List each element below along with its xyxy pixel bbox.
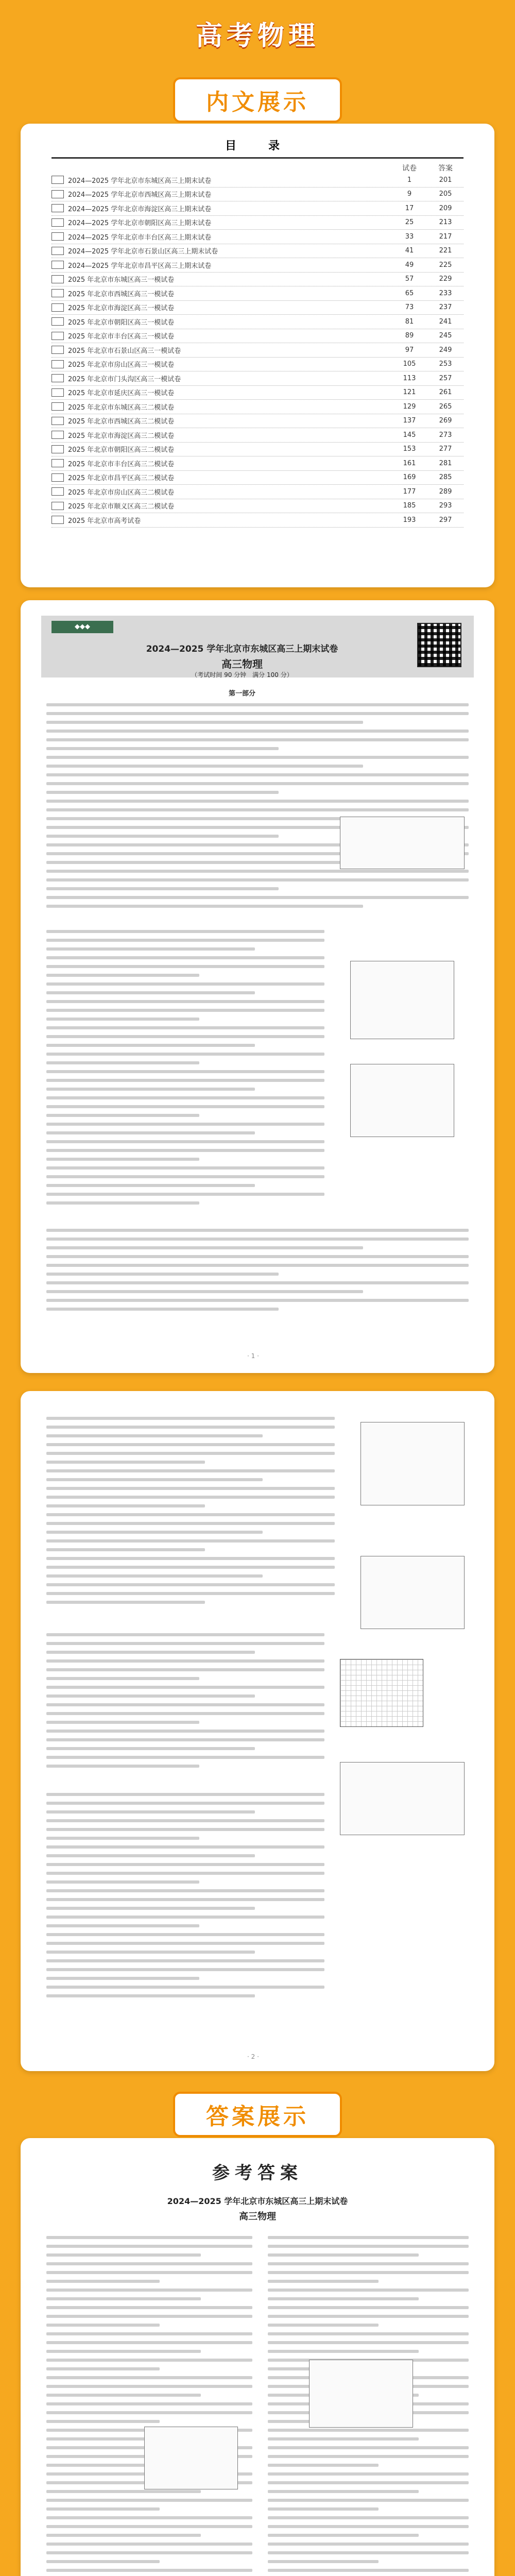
toc-row-answer-page: 277 (439, 445, 452, 453)
toc-row-answer-page: 257 (439, 374, 452, 382)
qr-code (417, 623, 461, 667)
toc-row-marker (52, 402, 64, 411)
toc-row-marker (52, 218, 64, 227)
toc-row-marker (52, 289, 64, 297)
toc-row-title: 2025 年北京市房山区高三一模试卷 (68, 361, 175, 369)
toc-row-paper-page: 145 (403, 431, 416, 439)
toc-row-title: 2025 年北京市丰台区高三二模试卷 (68, 460, 175, 468)
toc-row-title: 2025 年北京市石景山区高三一模试卷 (68, 347, 181, 355)
toc-row (52, 301, 464, 315)
toc-row-answer-page: 285 (439, 473, 452, 482)
toc-row (52, 414, 464, 429)
toc-row-paper-page: 81 (405, 317, 414, 326)
toc-row (52, 443, 464, 457)
toc-row (52, 343, 464, 358)
toc-row (52, 386, 464, 400)
toc-row-title: 2025 年北京市顺义区高三二模试卷 (68, 503, 175, 511)
exam-title: 2024—2025 学年北京市东城区高三上期末试卷 (146, 644, 338, 654)
toc-row-paper-page: 1 (407, 176, 412, 184)
toc-row-marker (52, 431, 64, 439)
toc-row-paper-page: 129 (403, 402, 416, 411)
toc-row (52, 188, 464, 202)
toc-row-title: 2025 年北京市丰台区高三一模试卷 (68, 333, 175, 341)
toc-row-paper-page: 49 (405, 261, 414, 269)
toc-row (52, 428, 464, 443)
toc-row-marker (52, 303, 64, 312)
exam-part: 第一部分 (228, 690, 255, 698)
toc-row-title: 2025 年北京市海淀区高三二模试卷 (68, 432, 175, 440)
toc-row-marker (52, 247, 64, 255)
toc-row (52, 244, 464, 259)
toc-row (52, 471, 464, 485)
toc-row-title: 2024—2025 学年北京市东城区高三上期末试卷 (68, 177, 212, 185)
toc-row-answer-page: 265 (439, 402, 452, 411)
banner-title: 高考物理 (195, 21, 319, 52)
toc-row-paper-page: 25 (405, 218, 414, 227)
toc-row-title: 2025 年北京市西城区高三二模试卷 (68, 418, 175, 426)
toc-row-answer-page: 217 (439, 232, 452, 241)
toc-row-answer-page: 233 (439, 289, 452, 297)
figure-photo (350, 1064, 454, 1137)
toc-row-paper-page: 169 (403, 473, 416, 482)
toc-row (52, 315, 464, 329)
exam-subject: 高三物理 (221, 658, 263, 670)
toc-row-paper-page: 113 (403, 374, 416, 382)
toc-row (52, 173, 464, 188)
toc-row-paper-page: 17 (405, 204, 414, 212)
toc-row-paper-page: 33 (405, 232, 414, 241)
toc-row-marker (52, 473, 64, 482)
toc-row-title: 2024—2025 学年北京市石景山区高三上期末试卷 (68, 248, 218, 256)
publisher-logo: ◆◆◆ (52, 621, 113, 633)
toc-row-paper-page: 57 (405, 275, 414, 283)
answer-card (21, 2138, 494, 2576)
answer-subject: 高三物理 (239, 2211, 276, 2222)
answer-col-left (46, 2236, 252, 2576)
exam-page-number: · 1 · (247, 1352, 259, 1360)
exam-text-block-3 (46, 1229, 469, 1316)
figure-wave-2 (360, 1556, 465, 1629)
toc-row-title: 2025 年北京市朝阳区高三二模试卷 (68, 446, 175, 454)
toc-row-answer-page: 269 (439, 417, 452, 425)
toc-row (52, 201, 464, 216)
toc-row-answer-page: 229 (439, 275, 452, 283)
toc-row-answer-page: 209 (439, 204, 452, 212)
toc-row-marker (52, 417, 64, 425)
toc-row-answer-page: 273 (439, 431, 452, 439)
toc-row-marker (52, 176, 64, 184)
exam2-text-block-2 (46, 1633, 324, 1773)
toc-row-title: 2025 年北京市昌平区高三二模试卷 (68, 474, 175, 483)
figure-incline (340, 817, 465, 869)
toc-row-title: 2025 年北京市西城区高三一模试卷 (68, 290, 175, 298)
toc-row-title: 2024—2025 学年北京市丰台区高三上期末试卷 (68, 233, 212, 242)
toc-row-paper-page: 137 (403, 417, 416, 425)
toc-row-paper-page: 97 (405, 346, 414, 354)
toc-list (21, 173, 494, 528)
toc-row (52, 400, 464, 414)
toc-row-answer-page: 281 (439, 459, 452, 467)
toc-row-answer-page: 213 (439, 218, 452, 227)
toc-row-answer-page: 205 (439, 190, 452, 198)
section-title-answer: 答案展示 (0, 2092, 515, 2137)
toc-row-marker (52, 190, 64, 198)
answer-figure-2 (309, 2360, 413, 2428)
toc-columns (21, 163, 494, 173)
toc-row-paper-page: 65 (405, 289, 414, 297)
toc-row-title: 2024—2025 学年北京市昌平区高三上期末试卷 (68, 262, 212, 270)
toc-row-answer-page: 225 (439, 261, 452, 269)
toc-row-paper-page: 73 (405, 303, 414, 312)
toc-row-answer-page: 293 (439, 502, 452, 510)
exam-meta: （考试时间 90 分钟 满分 100 分） (191, 671, 293, 679)
toc-row-marker (52, 360, 64, 368)
toc-row-title: 2025 年北京市高考试卷 (68, 517, 141, 525)
toc-row (52, 216, 464, 230)
toc-rule (52, 157, 464, 159)
toc-row (52, 513, 464, 528)
toc-col-answer: 答案 (438, 164, 453, 173)
toc-row-paper-page: 41 (405, 247, 414, 255)
toc-row-answer-page: 261 (439, 388, 452, 397)
toc-row-answer-page: 253 (439, 360, 452, 368)
toc-card (21, 124, 494, 587)
toc-row-answer-page: 289 (439, 487, 452, 496)
toc-row-marker (52, 388, 64, 397)
answer-title: 参考答案 (212, 2163, 303, 2183)
figure-circuit (340, 1762, 465, 1835)
toc-row-title: 2025 年北京市东城区高三一模试卷 (68, 276, 175, 284)
banner (0, 14, 515, 58)
exam-page-1 (21, 600, 494, 1373)
exam2-page-number: · 2 · (247, 2053, 259, 2060)
toc-row-marker (52, 459, 64, 467)
toc-row-marker (52, 502, 64, 510)
toc-row-title: 2024—2025 学年北京市海淀区高三上期末试卷 (68, 205, 212, 213)
exam2-text-block-1 (46, 1417, 335, 1609)
toc-row (52, 329, 464, 344)
toc-row-answer-page: 221 (439, 247, 452, 255)
toc-row (52, 371, 464, 386)
toc-row-marker (52, 445, 64, 453)
toc-row (52, 456, 464, 471)
toc-row-title: 2025 年北京市房山区高三二模试卷 (68, 488, 175, 497)
toc-row (52, 273, 464, 287)
toc-row-marker (52, 232, 64, 241)
toc-row-marker (52, 516, 64, 524)
toc-row-paper-page: 105 (403, 360, 416, 368)
toc-row-answer-page: 297 (439, 516, 452, 524)
toc-row-paper-page: 153 (403, 445, 416, 453)
toc-row-paper-page: 185 (403, 502, 416, 510)
toc-row (52, 485, 464, 499)
toc-row-title: 2025 年北京市延庆区高三一模试卷 (68, 389, 175, 398)
toc-row-paper-page: 121 (403, 388, 416, 397)
toc-row-title: 2024—2025 学年北京市朝阳区高三上期末试卷 (68, 219, 212, 228)
toc-row-paper-page: 89 (405, 332, 414, 340)
toc-row-marker (52, 332, 64, 340)
toc-row-title: 2024—2025 学年北京市西城区高三上期末试卷 (68, 191, 212, 199)
toc-row-marker (52, 374, 64, 382)
figure-wave-1 (360, 1422, 465, 1505)
toc-row-marker (52, 204, 64, 212)
toc-row-title: 2025 年北京市海淀区高三一模试卷 (68, 304, 175, 313)
toc-row-paper-page: 161 (403, 459, 416, 467)
toc-row-marker (52, 346, 64, 354)
toc-row (52, 286, 464, 301)
toc-row-paper-page: 9 (407, 190, 412, 198)
toc-row-marker (52, 275, 64, 283)
section-title-inner: 内文展示 (0, 77, 515, 123)
toc-row-answer-page: 241 (439, 317, 452, 326)
toc-row-marker (52, 487, 64, 496)
toc-row-paper-page: 193 (403, 516, 416, 524)
toc-row (52, 258, 464, 273)
toc-row-title: 2025 年北京市门头沟区高三一模试卷 (68, 375, 181, 383)
toc-row-marker (52, 261, 64, 269)
exam-text-block-1 (46, 703, 469, 913)
toc-col-paper: 试卷 (402, 164, 417, 173)
toc-row (52, 230, 464, 244)
toc-row-answer-page: 245 (439, 332, 452, 340)
toc-row (52, 358, 464, 372)
answer-figure-1 (144, 2427, 238, 2489)
toc-row-answer-page: 201 (439, 176, 452, 184)
toc-row-marker (52, 317, 64, 326)
toc-row-answer-page: 249 (439, 346, 452, 354)
toc-row-title: 2025 年北京市朝阳区高三一模试卷 (68, 318, 175, 327)
figure-orbit (350, 961, 454, 1039)
figure-grid-graph (340, 1659, 423, 1727)
toc-row (52, 499, 464, 514)
exam2-text-block-3 (46, 1793, 324, 2003)
toc-row-title: 2025 年北京市东城区高三二模试卷 (68, 403, 175, 412)
toc-row-answer-page: 237 (439, 303, 452, 312)
exam-page-2 (21, 1391, 494, 2071)
toc-row-paper-page: 177 (403, 487, 416, 496)
exam-text-block-2 (46, 930, 324, 1210)
toc-heading: 目 录 (225, 140, 290, 152)
answer-exam-title: 2024—2025 学年北京市东城区高三上期末试卷 (167, 2196, 348, 2206)
